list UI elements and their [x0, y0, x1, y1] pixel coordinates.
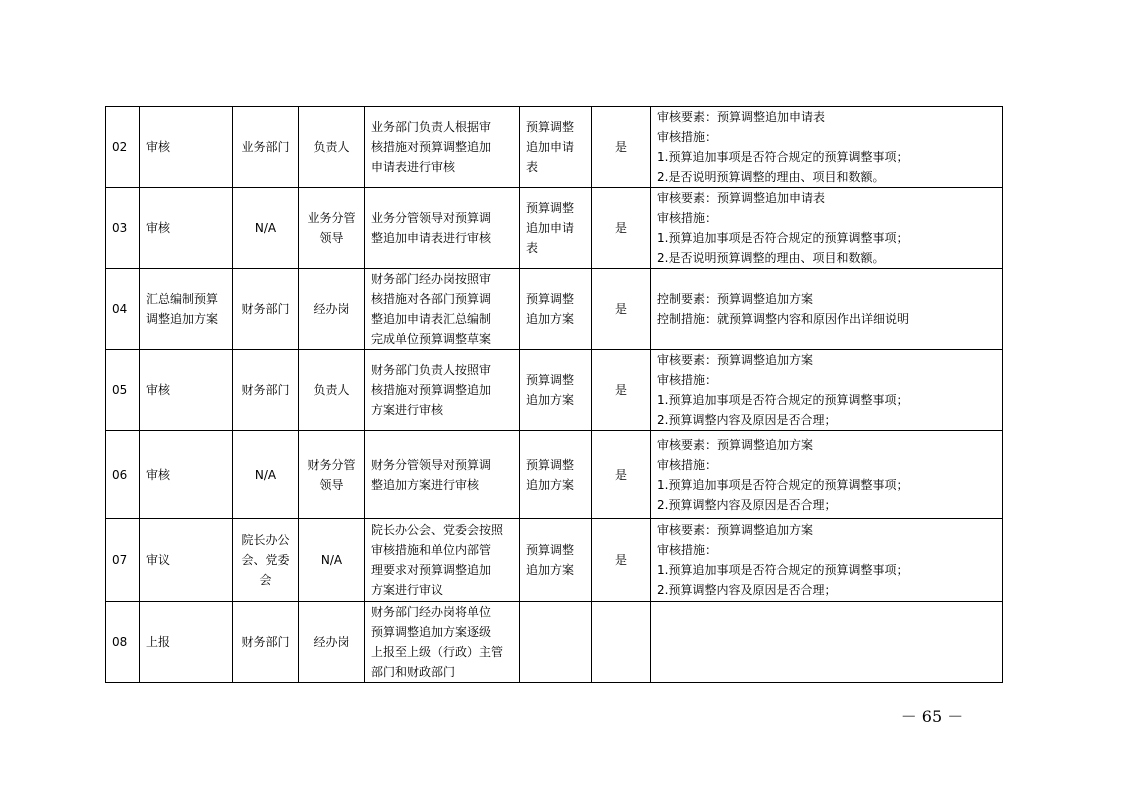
output-document: 预算调整追加方案 [520, 431, 592, 519]
detail-line: 控制措施：就预算调整内容和原因作出详细说明 [657, 312, 910, 326]
detail-line: 审核措施： [657, 457, 718, 472]
detail-line: 2.是否说明预算调整的理由、项目和数额。 [657, 251, 885, 265]
key-control-flag: 是 [592, 519, 651, 602]
output-document: 预算调整追加方案 [520, 519, 592, 602]
step-name: 审核 [140, 350, 233, 431]
description-line: 预算调整追加方案逐级 [371, 625, 492, 639]
table-row [106, 269, 1003, 350]
step-description [365, 431, 520, 519]
role: 经办岗 [299, 602, 365, 683]
step-number: 07 [106, 519, 140, 602]
detail-line: 审核措施： [657, 373, 718, 387]
control-detail [651, 188, 1003, 269]
step-name: 汇总编制预算调整追加方案 [140, 269, 233, 350]
description-line: 部门和财政部门 [371, 665, 456, 679]
department: 业务部门 [233, 107, 299, 188]
detail-line: 2.预算调整内容及原因是否合理； [657, 413, 837, 427]
output-document: 预算调整追加方案 [520, 269, 592, 350]
detail-line: 审核要素：预算调整追加方案 [657, 523, 814, 537]
role: N/A [299, 519, 365, 602]
description-line: 理要求对预算调整追加 [371, 563, 492, 577]
page-number: － 65 － [900, 707, 964, 726]
description-line: 核措施对预算调整追加 [371, 383, 492, 397]
role: 负责人 [299, 107, 365, 188]
control-detail [651, 519, 1003, 602]
step-description [365, 602, 520, 683]
step-name: 审议 [140, 519, 233, 602]
detail-line: 控制要素：预算调整追加方案 [657, 292, 814, 306]
detail-line: 审核措施： [657, 211, 718, 225]
detail-line: 1.预算追加事项是否符合规定的预算调整事项； [657, 393, 909, 407]
description-line: 财务部门经办岗将单位 [371, 605, 492, 619]
detail-line: 2.是否说明预算调整的理由、项目和数额。 [657, 170, 885, 184]
detail-line: 审核要素：预算调整追加申请表 [657, 110, 826, 124]
description-line: 方案进行审核 [371, 403, 444, 417]
detail-line: 审核措施： [657, 130, 718, 144]
key-control-flag: 是 [592, 350, 651, 431]
detail-line: 1.预算追加事项是否符合规定的预算调整事项； [657, 231, 909, 245]
key-control-flag: 是 [592, 431, 651, 519]
description-line: 财务分管领导对预算调 [371, 457, 492, 472]
table-row [106, 519, 1003, 602]
description-line: 财务部门负责人按照审 [371, 363, 492, 377]
detail-line: 审核要素：预算调整追加方案 [657, 437, 814, 452]
detail-line: 审核措施： [657, 543, 718, 557]
process-table [105, 106, 1003, 683]
table-row [106, 107, 1003, 188]
detail-line: 1.预算追加事项是否符合规定的预算调整事项； [657, 150, 909, 164]
control-detail [651, 350, 1003, 431]
department: 财务部门 [233, 350, 299, 431]
control-detail [651, 431, 1003, 519]
step-name: 审核 [140, 431, 233, 519]
step-name: 审核 [140, 188, 233, 269]
detail-line: 审核要素：预算调整追加方案 [657, 353, 814, 367]
description-line: 整追加申请表进行审核 [371, 231, 492, 245]
table-row [106, 431, 1003, 519]
role: 经办岗 [299, 269, 365, 350]
role: 财务分管领导 [299, 431, 365, 519]
step-description [365, 188, 520, 269]
step-number: 08 [106, 602, 140, 683]
description-line: 审核措施和单位内部管 [371, 543, 492, 557]
department: 财务部门 [233, 602, 299, 683]
key-control-flag: 是 [592, 107, 651, 188]
role: 业务分管领导 [299, 188, 365, 269]
output-document: 预算调整追加申请表 [520, 188, 592, 269]
description-line: 核措施对预算调整追加 [371, 140, 492, 154]
detail-line: 审核要素：预算调整追加申请表 [657, 191, 826, 205]
step-name: 审核 [140, 107, 233, 188]
step-description [365, 350, 520, 431]
description-line: 整追加方案进行审核 [371, 477, 480, 492]
key-control-flag: 是 [592, 188, 651, 269]
output-document: 预算调整追加方案 [520, 350, 592, 431]
description-line: 业务部门负责人根据审 [371, 120, 492, 134]
output-document: 预算调整追加申请表 [520, 107, 592, 188]
control-detail [651, 602, 1003, 683]
table-row [106, 188, 1003, 269]
step-number: 06 [106, 431, 140, 519]
key-control-flag: 是 [592, 269, 651, 350]
step-description [365, 519, 520, 602]
key-control-flag [592, 602, 651, 683]
detail-line: 2.预算调整内容及原因是否合理； [657, 497, 837, 512]
role: 负责人 [299, 350, 365, 431]
detail-line: 1.预算追加事项是否符合规定的预算调整事项； [657, 563, 909, 577]
department: 院长办公会、党委会 [233, 519, 299, 602]
step-description [365, 269, 520, 350]
control-detail [651, 269, 1003, 350]
table-row [106, 602, 1003, 683]
description-line: 财务部门经办岗按照审 [371, 272, 492, 286]
description-line: 整追加申请表汇总编制 [371, 312, 492, 326]
step-number: 03 [106, 188, 140, 269]
description-line: 上报至上级（行政）主管 [371, 645, 504, 659]
description-line: 院长办公会、党委会按照 [371, 523, 504, 537]
control-detail [651, 107, 1003, 188]
description-line: 完成单位预算调整草案 [371, 332, 492, 346]
step-number: 05 [106, 350, 140, 431]
step-number: 04 [106, 269, 140, 350]
table-row [106, 350, 1003, 431]
description-line: 方案进行审议 [371, 583, 444, 597]
detail-line: 2.预算调整内容及原因是否合理； [657, 583, 837, 597]
detail-line: 1.预算追加事项是否符合规定的预算调整事项； [657, 477, 909, 492]
description-line: 业务分管领导对预算调 [371, 211, 492, 225]
step-description [365, 107, 520, 188]
department: 财务部门 [233, 269, 299, 350]
output-document [520, 602, 592, 683]
step-number: 02 [106, 107, 140, 188]
department: N/A [233, 431, 299, 519]
department: N/A [233, 188, 299, 269]
description-line: 申请表进行审核 [371, 160, 456, 174]
step-name: 上报 [140, 602, 233, 683]
description-line: 核措施对各部门预算调 [371, 292, 492, 306]
